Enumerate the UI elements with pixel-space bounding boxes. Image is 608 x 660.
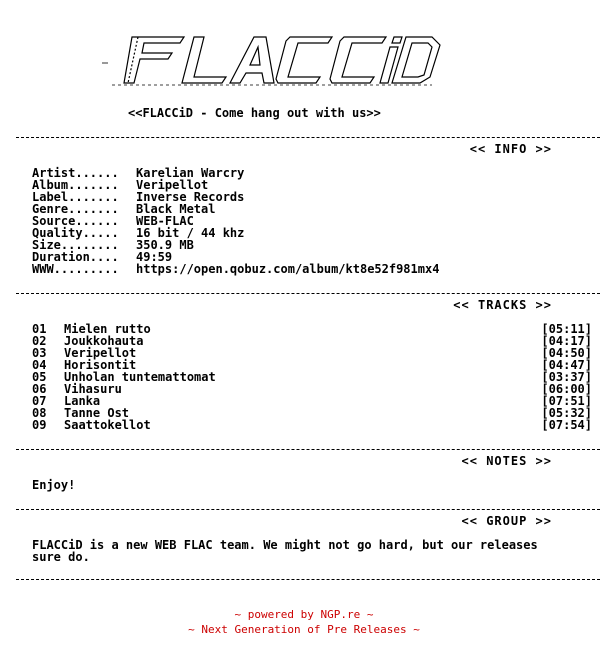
track-duration: [07:54] [541, 418, 592, 432]
track-number: 04 [32, 358, 47, 372]
info-value: 49:59 [136, 250, 173, 264]
track-title: Horisontit [64, 358, 137, 372]
group-text [32, 539, 596, 563]
track-number: 01 [32, 322, 47, 336]
track-title: Saattokellot [64, 418, 151, 432]
notes-text: Enjoy! [32, 478, 76, 492]
info-key: Source...... [32, 214, 119, 228]
info-key: Album....... [32, 178, 119, 192]
track-title: Veripellot [64, 346, 137, 360]
track-title: Unholan tuntemattomat [64, 370, 216, 384]
info-value: Black Metal [136, 202, 216, 216]
info-key: Size........ [32, 238, 119, 252]
divider [16, 449, 600, 450]
track-number: 09 [32, 418, 47, 432]
info-block [32, 167, 439, 275]
track-number: 03 [32, 346, 47, 360]
group-line-2: sure do. [32, 550, 90, 564]
track-title: Joukkohauta [64, 334, 144, 348]
info-value: Veripellot [136, 178, 209, 192]
info-value: 350.9 MB [136, 238, 194, 252]
track-duration: [04:50] [541, 346, 592, 360]
track-title: Vihasuru [64, 382, 122, 396]
section-title-tracks: << TRACKS >> [453, 298, 552, 312]
info-key: Artist...... [32, 166, 119, 180]
section-title-group: << GROUP >> [461, 514, 552, 528]
track-title: Tanne Ost [64, 406, 130, 420]
info-row [32, 263, 439, 275]
footer-tagline: ~ Next Generation of Pre Releases ~ [188, 623, 420, 636]
info-key: Genre....... [32, 202, 119, 216]
info-value-link: https://open.qobuz.com/album/kt8e52f981mx4 [136, 262, 440, 276]
track-duration: [04:17] [541, 334, 592, 348]
track-duration: [05:32] [541, 406, 592, 420]
info-value: Karelian Warcry [136, 166, 245, 180]
info-key: Quality..... [32, 226, 119, 240]
group-line-1: FLACCiD is a new WEB FLAC team. We might not go hard, but our releases [32, 538, 538, 552]
track-title: Mielen rutto [64, 322, 151, 336]
tracklist [32, 323, 592, 431]
info-key: Duration.... [32, 250, 119, 264]
flaccid-logo [102, 33, 442, 89]
track-number: 06 [32, 382, 47, 396]
info-value: WEB-FLAC [136, 214, 194, 228]
track-title: Lanka [64, 394, 101, 408]
track-duration: [04:47] [541, 358, 592, 372]
tagline: <<FLACCiD - Come hang out with us>> [128, 106, 381, 120]
track-number: 08 [32, 406, 47, 420]
info-value: Inverse Records [136, 190, 245, 204]
section-title-notes: << NOTES >> [461, 454, 552, 468]
track-row [32, 383, 592, 395]
divider [16, 509, 600, 510]
track-duration: [06:00] [541, 382, 592, 396]
track-number: 07 [32, 394, 47, 408]
track-duration: [07:51] [541, 394, 592, 408]
info-key: Label....... [32, 190, 119, 204]
track-number: 02 [32, 334, 47, 348]
track-duration: [05:11] [541, 322, 592, 336]
track-row [32, 419, 592, 431]
info-value: 16 bit / 44 khz [136, 226, 245, 240]
divider [16, 579, 600, 580]
track-duration: [03:37] [541, 370, 592, 384]
divider [16, 137, 600, 138]
divider [16, 293, 600, 294]
section-title-info: << INFO >> [469, 142, 552, 156]
info-key: WWW......... [32, 262, 119, 276]
footer-powered-by: ~ powered by NGP.re ~ [234, 608, 374, 621]
track-number: 05 [32, 370, 47, 384]
